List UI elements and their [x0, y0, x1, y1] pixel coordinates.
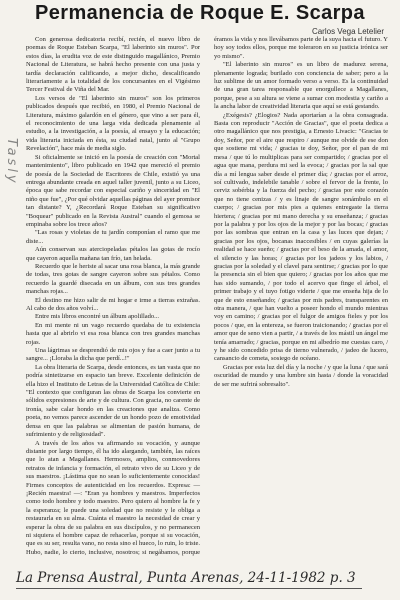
handwritten-source-citation: La Prensa Austral, Punta Arenas, 24-11-1982 p. 3	[16, 570, 356, 586]
poem-quote: Aún conservan sus aterciopeladas pétalos las gotas de rocío que cayeron aquella mañana tan frío, tan helada.	[26, 246, 200, 262]
article-paragraph: Con generosa dedicatoria recibí, recién, el nuevo libro de poemas de Roque Esteban Scarpa, "El laberinto sin muros". Por estos días, la erudita voz de este distinguido magallánico, Premio Nacional de Literatura, se habrá hecho presente con una justa y tardía declaración calificando, a mejor dicho, descalificando literariamente a la totalidad de los concursantes en el Vigésimo Tercer Festival de Viña del Mar.	[26, 36, 200, 94]
poem-quote: En mi mente ni un vago recuerdo quedaba de tu existencia hasta que al abrirlo vi esa rosa blanca con tres grandes manchas rojas.	[26, 321, 200, 346]
article-paragraph: "El laberinto sin muros" es un libro de madurez serena, plenamente lograda; burilado con conciencia de saber; pero a la luz sublime de un amor formado verso a verso. Es la continuidad de una gran tarea responsable que enorgullece a Magallanes, porque, pese a su altura se viene a sumar con modestia y cariño a la ancha labor de creatividad literaria que aquí se está gestando.	[214, 61, 388, 111]
poem-quote: "Las rosas y violetas de tu jardín componían el ramo que me diste...	[26, 229, 200, 245]
article-body	[26, 36, 388, 560]
article-paragraph: La obra literaria de Scarpa, desde entonces, es tan vasta que no podría sintetizarse en espacio tan breve. Excelente definición de ella hizo el Instituto de Letras de la Universidad Católica de Chile: "El contexto que configuran las obras de Scarpa los convierte en sólidos expresiones de arte y de cultura. Con gracia, no carente de ironía, sabe calar hondo en las creaciones que analiza. Como poeta, no vemos parece ascender de un hondo pozo de emotividad densa en que las palabras se alimentan de pasión humana, de sufrimiento y de religiosidad".	[26, 363, 200, 439]
poem-quote: Recuerdo que le heriste al sacar una rosa blanca, la más grande de todas, tres gotas de sangre cayeron sobre sus pétalos. Como recuerdo la guardé disecada en un álbum, con sus tres grandes manchas rojas...	[26, 262, 200, 296]
article-paragraph: Los versos de "El laberinto sin muros" son los primeros publicados después que recibió, en 1980, el Premio Nacional de Literatura, máximo galardón en el género, que vino a ser para él, el reconocimiento de una larga vida dedicada plenamente al estudio, a la investigación, a la poesía, al ensayo y la educación; vida literaria iniciada en ésta, su ciudad natal, junto al "Grupo Revelación", hace más de media siglo.	[26, 94, 200, 153]
poem-quote: Entre mis libros encontré un álbum apolillado...	[35, 313, 160, 321]
article-byline: Carlos Vega Letelier	[311, 27, 384, 36]
article-headline: Permanencia de Roque E. Scarpa	[35, 2, 365, 24]
article-paragraph: ¿Exégesis? ¿Elogios? Nada aportarían a la obra consagrada. Basta con reproducir "Acción de Gracias", que el poeta dedica a otro magallánico que nos prestigia, a Ernesto Livacic: "Gracias te doy, Señor, por el aire que respiro / aunque me olvide de ese don que sostiene mi vida; / gracias te doy, Señor, por el pan de mi mesa / que tú lo multiplicas para ser compartido; / gracias por el agua que mana, perdura mi sed la evoca; / gracias por la sal que día a mí lengua saber desde el primer día; / gracias por el arroz, soí cultivado, indelebile tanable / sobre el fervor de la frente, lo cerviz sobérbia y la fuerza del pecho; / gracias por este corazón que no tiene cenizas / y es linaje de sangre sonámbulo en el cuerpo; / gracias por mis pies a quienes entregaste la tierra hiertera; / gracias por mi mano derecha y su enseñanza; / gracias por la palabra y por los ojos de la mejor y por las bocas; / gracias por las sombras que entran en la casa y las luces que dejan; / gracias por los ojos, bocanas inaccesibles / en cuyas galerías la realidad se hace sueño; / gracias por el beso de la amada, el amor, el silencio y las horas; / gracias por los jadeos y los labios, / gracias por la soledad y el clavel para sentirse; / gracias por lo que la presencia sin el bien que quiero; / gracias por los años que me has sido sumando, / por todo el acervo que finge el árbol, el primer trabajo y el tuyo fotigo viderte / que me enseña hija de lo que de esto enseñando; / gracias por mis padres, transparentes en otra manera, / que han vuelto a poseer hondo el mundo mientras voy en camino; / gracias por el fulgor de amigos fieles y por los pocos / que, en la entereza, se fueron traicionando; / gracias por el amor que de seno vien a partir, / a través de los mástil un ángel me tenía amarrado; / gracias, porque en mi albedrío me cuestas caro, / y he sido concedido prisa de tierno vulnerado, / jadeo de lucero, cansancio de cometa, sosiego de océano.	[214, 111, 388, 363]
citation-underline	[16, 588, 362, 589]
article-paragraph: Gracias por esta luz del día y la noche / y que la luna / que sará oscuridad de mundo y una lumbre sin hasta / donde la voracidad de ser me sufrirá sobresalto".	[214, 363, 388, 388]
article-paragraph: A través de los años va afirmando su vocación, y aunque distante por largo tiempo, él ha ido alargando, también, las raíces que lo atan a Magallanes. Hermosos, amplios, conmovedores retratos de infancia y formación, el retrato vivo de su Liceo y de sus maestros. ¡Lástima que no sean lo suficientemente conocidas! Firmes conceptos de autenticidad en los recuerdos. Expresa: —¡Recién maestra! —: "Eran ya hombres y maestros. Imperfectos como todo hombre y todo maestro. Pero quiero al hombre la fe y la esperanza; le puede una soledad que no resiste y le obliga a restaurarla en su alma. Cuánta el maestro la necesidad de crear y esperar la obra de su palabra en sus discípulos, y no permanecen ni siquiera el hombre capaz de rehacerlas, porque si su vocación, que es su ser, resulta vano, no resta sino el hueco, lo ruin, lo triste. Hubo, nadie, lo cierto, inclusive, nosotros; si negábamos, porque éramos la vida y nos llevábamos parte de la suya hacia el futuro. Y hoy soy todos ellos, porque me toleraron en su justicia irónica ser yo mismo".	[26, 36, 388, 556]
handwritten-margin-note: Tasly	[4, 138, 19, 186]
poem-quote: El destino me hizo salir de mi hogar e irme a tierras extrañas. Al cabo de dos años volví...	[26, 296, 200, 312]
article-paragraph: Si oficialmente se inició en la poesía de creación con "Mortal mantenimiento", libro publicado en 1942 que mereció el premio de poesía de la Sociedad de Escritores de Chile, existió ya una entrega abundante creada en aquel taller juvenil, junto a su Liceo, época que sabe recordar con especial cariño y sinceridad en "El niño que fue", ¿Por qué olvidar aquellas páginas del ayer promisor tan distante? Y, ¿Recordará Roque Esteban su significativo "Boquear" publicado en la Revista Austral" cuando el gemosa se empinaba sobre los trece años?	[26, 153, 200, 228]
poem-quote: Una lágrimas se desprendió de mis ojos y fue a caer junto a tu sangre... ¡Lloraba la dicha que perdí...!"	[26, 347, 200, 363]
